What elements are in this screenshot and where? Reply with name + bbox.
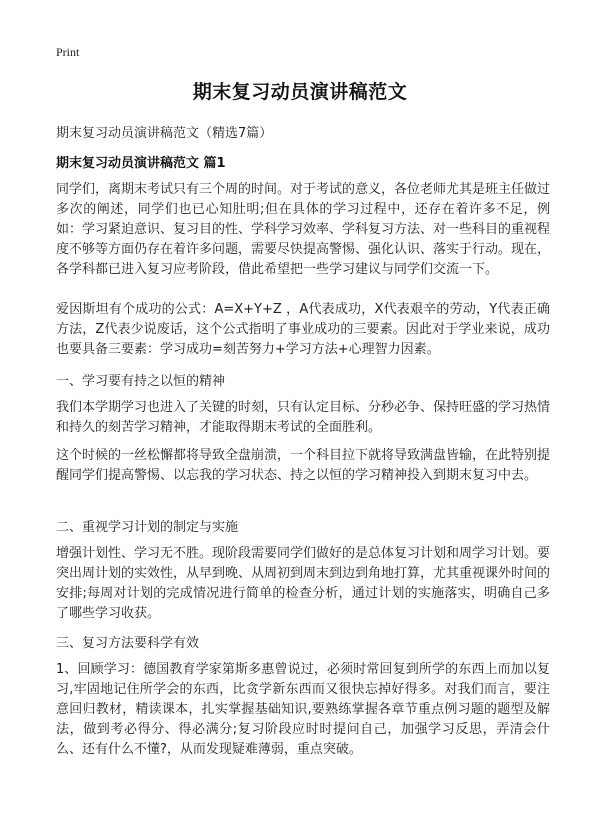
sub-heading: 二、重视学习计划的制定与实施 xyxy=(56,520,239,535)
paragraph: 1、回顾学习：德国教育学家第斯多惠曾说过，必须时常回复到所学的东西上而加以复习,牢固地记住所学会的东西，比贪学新东西而又很快忘掉好得多。对我们而言，要注意回归教材，精读课本，扎实掌握基础知识,要熟练掌握各章节重点例习题的题型及解法，做到考必得分、得必满分;复习阶段应时时提问自己，加强学习反思，弄清会什么、还有什么不懂?，从而发现疑难薄弱，重点突破。 xyxy=(56,662,550,757)
print-label[interactable]: Print xyxy=(56,45,80,59)
page-title: 期末复习动员演讲稿范文 xyxy=(192,81,408,103)
paragraph: 同学们，离期末考试只有三个周的时间。对于考试的意义，各位老师尤其是班主任做过多次的阐述，同学们也已心知肚明;但在具体的学习过程中，还存在着许多不足，例如：学习紧迫意识、复习目的性、学科学习效率、学科复习方法、对一些科目的重视程度不够等方面仍存在着许多问题，需要尽快提高警惕、强化认识、落实于行动。现在，各学科都已进入复习应考阶段，借此希望把一些学习建议与同学们交流一下。 xyxy=(56,182,551,277)
document-subtitle: 期末复习动员演讲稿范文（精选7篇） xyxy=(56,126,273,141)
section-heading: 期末复习动员演讲稿范文 篇1 xyxy=(56,156,226,171)
paragraph: 我们本学期学习也进入了关键的时刻，只有认定目标、分秒必争、保持旺盛的学习热情和持久的刻苦学习精神，才能取得期末考试的全面胜利。 xyxy=(56,400,551,435)
sub-heading: 一、学习要有持之以恒的精神 xyxy=(56,374,226,389)
paragraph: 这个时候的一丝松懈都将导致全盘崩溃，一个科目拉下就将导致满盘皆输，在此特别提醒同学们提高警惕、以忘我的学习状态、持之以恒的学习精神投入到期末复习中去。 xyxy=(56,448,551,483)
paragraph: 爱因斯坦有个成功的公式：A=X+Y+Z ，A代表成功，X代表艰辛的劳动，Y代表正确方法，Z代表少说废话，这个公式指明了事业成功的三要素。因此对于学业来说，成功也要具备三要素：学习成功=刻苦努力+学习方法+心理智力因素。 xyxy=(56,302,550,357)
sub-heading: 三、复习方法要科学有效 xyxy=(56,636,200,651)
paragraph: 增强计划性、学习无不胜。现阶段需要同学们做好的是总体复习计划和周学习计划。要突出周计划的实效性，从早到晚、从周初到周末到边到角地打算，尤其重视课外时间的安排;每周对计划的完成情况进行简单的检查分析，通过计划的实施落实，明确自己多了哪些学习收获。 xyxy=(56,546,551,621)
